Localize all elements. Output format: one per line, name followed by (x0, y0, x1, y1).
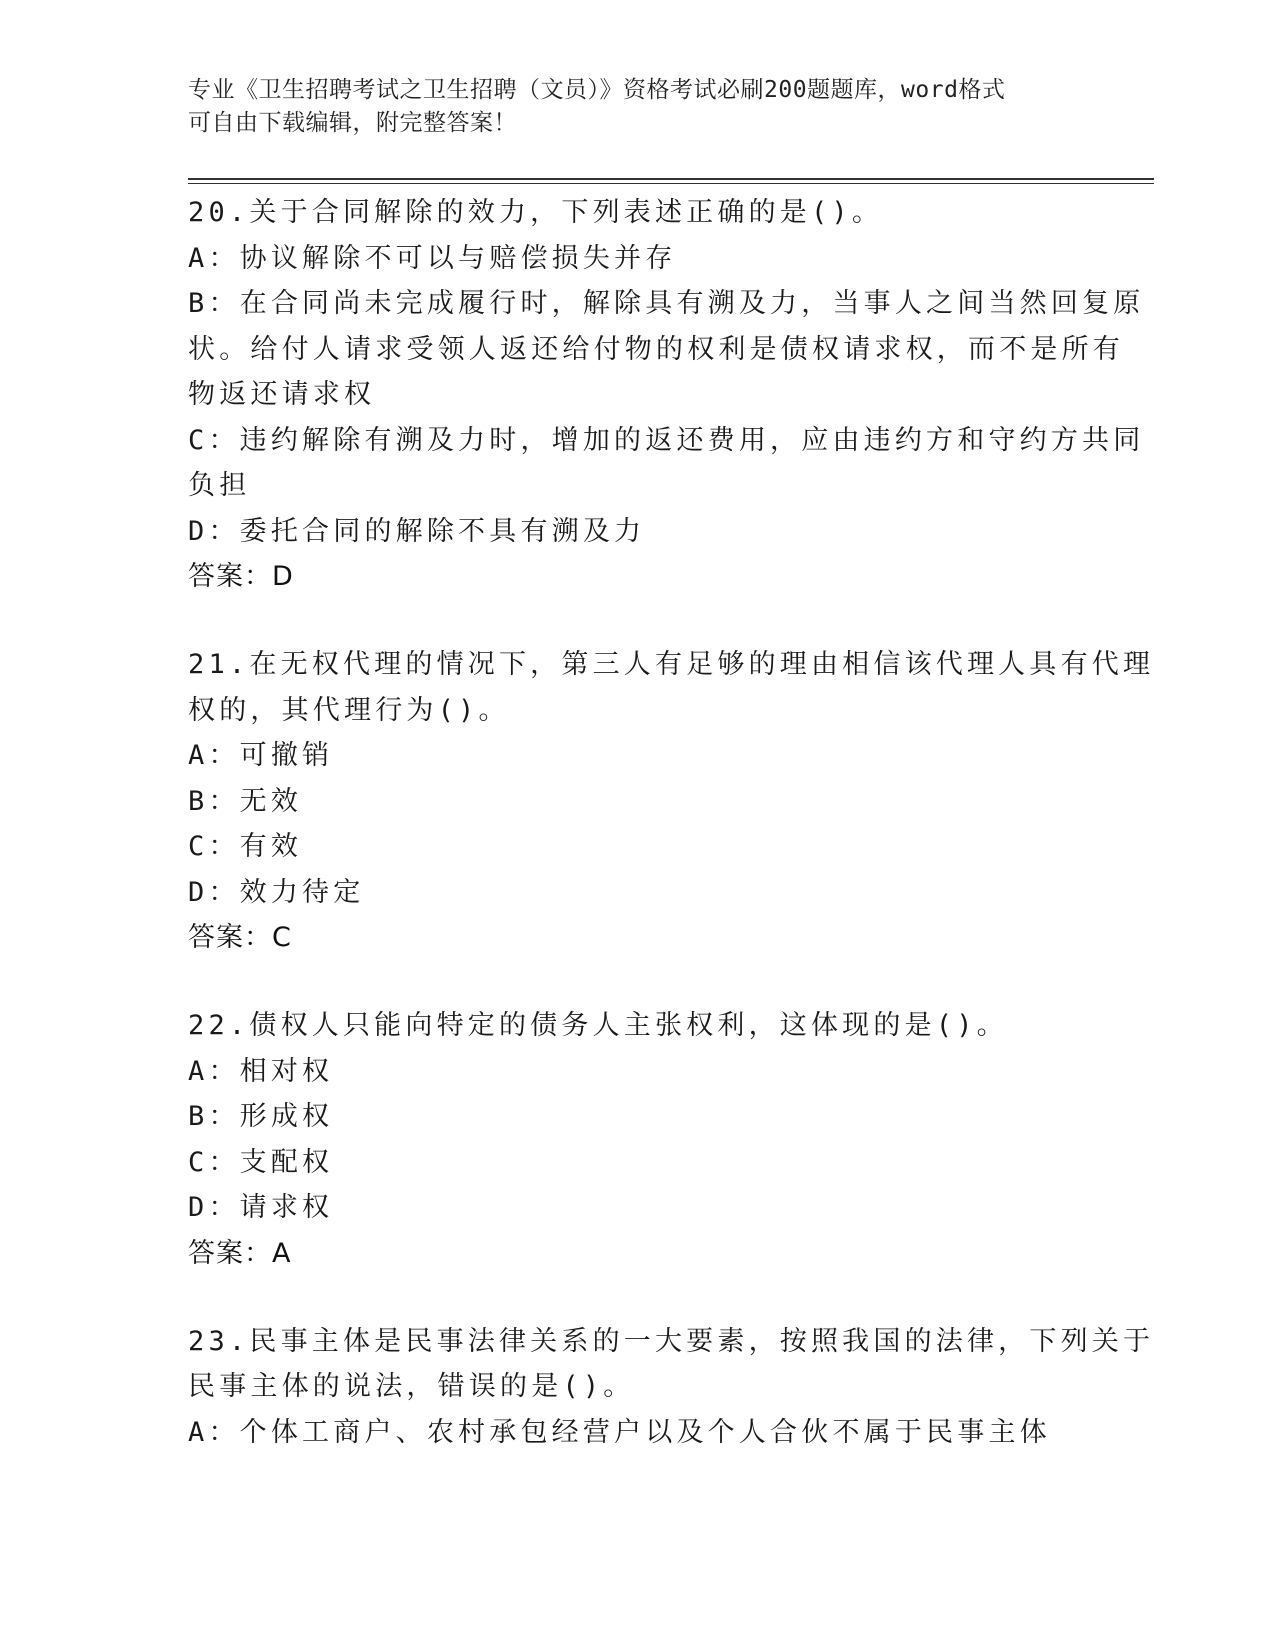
answer-option (188, 779, 1088, 825)
page-header (188, 74, 1068, 140)
option-text-line: 负担 (188, 470, 251, 501)
answer-option (188, 1185, 1088, 1231)
question-stem-line: 20.关于合同解除的效力，下列表述正确的是()。 (188, 197, 884, 228)
option-text-line: C：有效 (188, 831, 303, 862)
answer-option (188, 1410, 1088, 1456)
header-title-line-1: 专业《卫生招聘考试之卫生招聘（文员）》资格考试必刷200题题库，word格式 (188, 77, 1006, 103)
option-text-line: C：支配权 (188, 1146, 334, 1178)
answer-option (188, 1140, 1088, 1186)
option-text-line: A：相对权 (188, 1055, 334, 1087)
option-text-line: A：可撤销 (188, 740, 334, 771)
option-text-line: A：个体工商户、农村承包经营户以及个人合伙不属于民事主体 (188, 1416, 1051, 1448)
question-block (188, 642, 1155, 961)
question-stem-line: 权的，其代理行为()。 (188, 694, 510, 726)
question-stem-line: 民事主体的说法，错误的是()。 (188, 1371, 635, 1402)
answer-key: 答案：C (188, 922, 292, 953)
option-text-line: 物返还请求权 (188, 379, 376, 410)
answer-option (188, 824, 1088, 870)
option-text-line: D：委托合同的解除不具有溯及力 (188, 515, 646, 547)
question-block (188, 1319, 1155, 1456)
answer-option (188, 418, 1145, 509)
option-text-line: D：请求权 (188, 1192, 334, 1223)
question-block (188, 1003, 1088, 1277)
option-text-line: A：协议解除不可以与赔偿损失并存 (188, 242, 677, 274)
option-text-line: D：效力待定 (188, 876, 365, 908)
option-text-line: B：在合同尚未完成履行时，解除具有溯及力，当事人之间当然回复原 (188, 288, 1145, 319)
answer-option (188, 733, 1088, 779)
answer-option (188, 1049, 1088, 1095)
option-text-line: B：形成权 (188, 1101, 334, 1132)
question-stem-line: 22.债权人只能向特定的债务人主张权利，这体现的是()。 (188, 1010, 1008, 1041)
header-title-line-2: 可自由下载编辑，附完整答案！ (188, 110, 517, 136)
header-divider (188, 178, 1154, 184)
question-stem-line: 23.民事主体是民事法律关系的一大要素，按照我国的法律，下列关于 (188, 1325, 1155, 1357)
answer-key: 答案：D (188, 561, 294, 592)
answer-option (188, 870, 1088, 916)
answer-option (188, 1094, 1088, 1140)
answer-option (188, 236, 1088, 282)
question-list (188, 190, 1155, 1497)
answer-key: 答案：A (188, 1237, 292, 1269)
answer-option (188, 509, 1088, 555)
question-block (188, 190, 1145, 600)
option-text-line: 状。给付人请求受领人返还给付物的权利是债权请求权，而不是所有 (188, 333, 1124, 365)
question-stem-line: 21.在无权代理的情况下，第三人有足够的理由相信该代理人具有代理 (188, 649, 1155, 680)
answer-option (188, 281, 1145, 418)
option-text-line: B：无效 (188, 785, 303, 817)
option-text-line: C：违约解除有溯及力时，增加的返还费用，应由违约方和守约方共同 (188, 424, 1145, 456)
